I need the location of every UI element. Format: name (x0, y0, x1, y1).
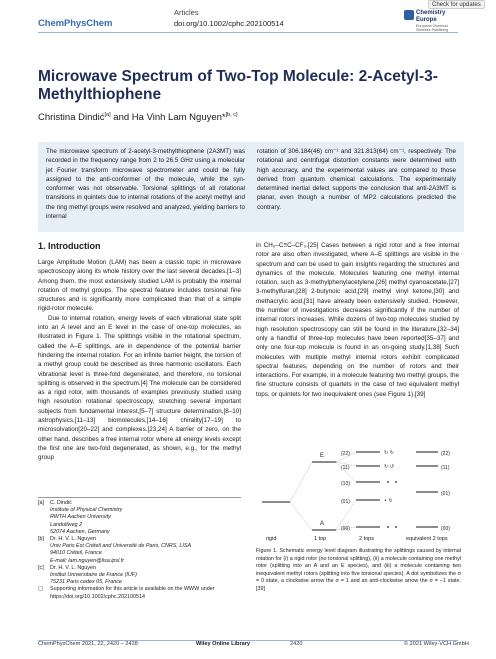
svg-text:(10): (10) (341, 481, 350, 487)
figure-1-caption: Figure 1. Schematic energy level diagram illustrating the splittings caused by internal rotation for (i) a rigid rotor (no torsional splitting), (ii) a molecule containing one methyl rotor (splitting into an A and an E species), and (iii) a molecule containing two inequivalent methyl rotors (splitting into five torsional species). A dot symbolizes the σ = 0 state, a clockwise arrow the σ = 1 and an anti-clockwise arrow the σ = −1 state.[39] (256, 548, 461, 592)
doi-link[interactable]: doi.org/10.1002/cphc.202100514 (174, 19, 284, 28)
left-column-text (38, 258, 241, 463)
footer-citation: ChemPhysChem 2021, 22, 2420 – 2428 (38, 641, 138, 647)
abstract-right-column: rotation of 306.184(46) cm⁻¹ and 321.813(64) cm⁻¹, respectively. The rotational and centrifugal distortion constants were determined with high accuracy, and the experimental values are compared to those derived from quantum chemical calculations. The experimentally determined inertial defect supports the conclusion that anti-2A3MT is planar, even though a number of MP2 calculations predicted the contrary. (257, 148, 456, 211)
supporting-info-link[interactable]: Supporting information for this article is available on the WWW under https://doi.org/10.1002/cphc.202100514 (50, 586, 215, 600)
svg-text:(11): (11) (341, 465, 350, 471)
svg-text:(01): (01) (441, 491, 450, 497)
energy-level-diagram (256, 442, 459, 542)
copyright: © 2021 Wiley-VCH GmbH (404, 641, 469, 647)
author-2[interactable]: and Ha Vinh Lam Nguyen* (110, 112, 226, 124)
page-header (0, 0, 496, 40)
publisher-name: Chemistry Europe (416, 10, 446, 23)
xlabel-eq2tops: equivalent 2 tops (406, 536, 448, 542)
intro-paragraph-1: Large Amplitude Motion (LAM) has been a classic topic in microwave spectroscopy along its whole history over the last several decades.[1–3] Among them, the most extensively studied LAM is probably the internal rotation of methyl groups. The spectral feature includes torsional fine structures and is significantly more complicated than that of a simple rigid-rotor molecule. (38, 259, 241, 313)
check-for-updates-button[interactable]: Check for updates (428, 0, 485, 9)
affiliation-a: [a] C. Dindić Institute of Physical Chemistry RWTH Aachen University Landoltweg 2 52074 Aachen, Germany (38, 500, 123, 535)
introduction-heading: 1. Introduction (38, 241, 101, 251)
label-A: A (320, 521, 325, 527)
svg-text:(22): (22) (441, 451, 450, 457)
svg-text:(00): (00) (341, 526, 350, 532)
author-1[interactable]: Christina Dindić (38, 112, 105, 124)
svg-text:(00): (00) (441, 526, 450, 532)
abstract-left-column: The microwave spectrum of 2-acetyl-3-methylthiophene (2A3MT) was recorded in the frequency range from 2 to 26.5 GHz using a molecular jet Fourier transform microwave spectrometer and could be fully assigned to the anti-conformer of the molecule, while the syn-conformer was not observable. Torsional splittings of all rotational transitions in quintets due to internal rotations of the acetyl methyl and the ring methyl groups were resolved and analyzed, yielding barriers to internal (46, 148, 245, 221)
supporting-info-icon: ▢ (38, 586, 44, 593)
svg-text:↻ ↻: ↻ ↻ (384, 450, 394, 456)
affiliation-b: [b] Dr. H. V. L. Nguyen Univ Paris Est Créteil and Université de Paris, CNRS, LISA 94010 Créteil, France E-mail: lam.nguyen@lisa.ipsl.fr (38, 536, 241, 565)
author-2-affiliation-ref[interactable]: [b, c] (225, 112, 238, 118)
svg-text:(11): (11) (441, 465, 450, 471)
xlabel-1top: 1 top (314, 536, 327, 542)
intro-paragraph-3: in CH₃–C≡C–CF₃.[25] Cases between a rigid rotor and a free internal rotor are also often investigated, where A–E splittings are visible in the spectrum and can be used to gain insights regarding the structures and dynamics of the molecule. Molecules featuring one methyl internal rotation, such as 3-methylphenylacetylene,[26] methyl cyanoacetate,[27] 3-methylfuran,[28] 2-butynoic acid,[29] methyl vinyl ketone,[30] and methacrylic acid,[31] have already been extensively studied. However, the number of investigations decreases significantly if the number of internal rotors increases. While dozens of two-top molecules studied by high resolution spectroscopy can still be found in the literature,[32–34] only a handful of three-top molecules have been reported[35–37] and only one four-top molecule is found in an on-going study.[1,38] Such molecules with multiple methyl internal rotors exhibit complicated spectral features, depending on the number of rotors and their interactions. For example, in a molecule featuring two methyl groups, the fine structure consists of quartets in the case of two equivalent methyl tops, or quintets for two inequivalent ones (see Figure 1).[39] (256, 242, 459, 398)
journal-name[interactable]: ChemPhysChem (38, 18, 113, 29)
right-column-text (256, 241, 459, 399)
email-link[interactable]: E-mail: lam.nguyen@lisa.ipsl.fr (50, 557, 125, 564)
author-list (38, 112, 238, 123)
svg-text:(22): (22) (341, 451, 350, 457)
affiliation-divider (38, 497, 241, 498)
affiliations-block (38, 500, 241, 601)
header-divider (38, 32, 458, 33)
page-number: 2420 (290, 641, 303, 647)
affiliation-c: [c] Dr. H. V. L. Nguyen Institut Universitaire de France (IUF) 75231 Paris cedex 05, France (38, 564, 137, 586)
intro-paragraph-2: Due to internal rotation, energy levels of each vibrational state split into an A level and an E level in the case of one-top molecules, as illustrated in Figure 1. The splittings visible in the rotational spectrum, called the A–E splittings, are in dependence of the potential barrier hindering the internal rotation. For an infinite barrier height, the torsion of a methyl group could be described as three harmonic oscillators. Each vibrational level is three-fold degenerated, and therefore, no torsional splitting is observed in the spectrum.[4] The molecule can be considered as a rigid rotor, with thousands of examples previously studied using high resolution rotational spectroscopy, stretching several important subjects from fundamental interest,[5–7] structure determination,[8–10] astrophysics,[11–13] biomolecules,[14–16] chirality[17–19] to microsolvation[20–22] and complexes.[23,24] A barrier of zero, on the other hand, describes a free internal rotor where all energy levels except the first one are two-fold degenerated, as shown, e.g., for the methyl group (38, 314, 241, 462)
svg-text:↻ ↺: ↻ ↺ (384, 464, 394, 470)
article-title: Microwave Spectrum of Two-Top Molecule: 2-Acetyl-3-Methylthiophene (38, 68, 438, 103)
svg-text:• ↻: • ↻ (384, 498, 393, 504)
abstract-box (38, 142, 464, 232)
supporting-info (38, 586, 241, 600)
label-E: E (320, 453, 325, 459)
wiley-online-library-link[interactable]: Wiley Online Library (196, 641, 251, 647)
xlabel-2tops: 2 tops (359, 536, 374, 542)
section-label: Articles (174, 8, 199, 17)
publisher-subtitle: European Chemical Societies Publishing (416, 24, 449, 33)
chemistry-europe-logo-icon (404, 10, 414, 20)
author-1-affiliation-ref[interactable]: [a] (104, 112, 111, 118)
xlabel-rigid: rigid (266, 536, 277, 542)
svg-text:(01): (01) (341, 499, 350, 505)
